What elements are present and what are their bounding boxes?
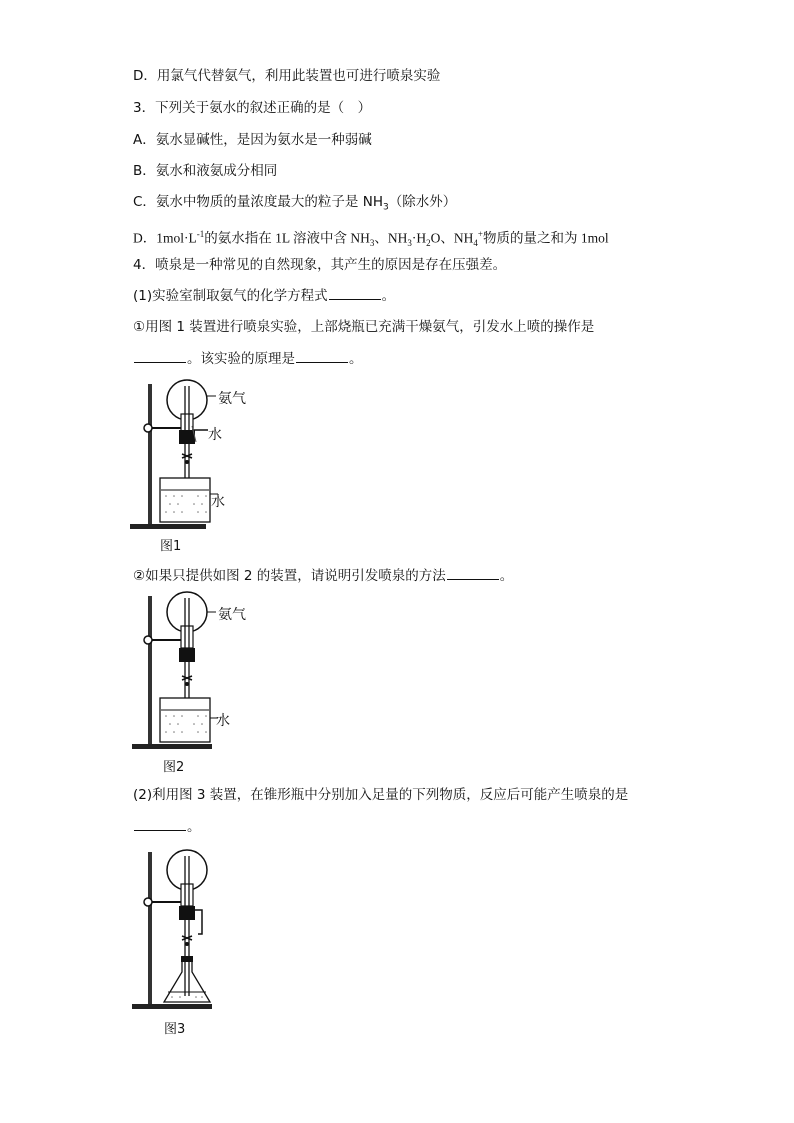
answer-blank	[134, 350, 186, 363]
fig1-label-water-top: 水	[208, 427, 222, 443]
fig2-label-water-beaker: 水	[216, 713, 230, 729]
answer-blank	[134, 818, 186, 831]
q3-option-c-tail: （除水外）	[388, 194, 457, 210]
q4-part1b-text: ②如果只提供如图 2 的装置，请说明引发喷泉的方法	[133, 568, 446, 584]
q4-part1b	[133, 567, 513, 585]
figure-1-apparatus	[130, 378, 270, 553]
answer-blank	[329, 287, 381, 300]
fig1-label-gas: 氨气	[218, 391, 246, 407]
q2-option-d: D．用氯气代替氨气，利用此装置也可进行喷泉实验	[133, 68, 441, 84]
fig1-caption: 图1	[160, 539, 182, 554]
subscript: 3	[407, 238, 412, 249]
q3-stem: 3．下列关于氨水的叙述正确的是（ ）	[133, 100, 372, 116]
subscript: 2	[426, 238, 431, 249]
q3-option-d-text: D．1mol·L	[133, 230, 197, 246]
punct: 。	[499, 568, 514, 584]
fig1-label-water-beaker: 水	[211, 494, 225, 510]
subscript: 4	[473, 238, 478, 249]
subscript: 3	[382, 202, 389, 213]
q4-part2-cont	[133, 818, 201, 836]
figure-2-apparatus	[130, 590, 270, 755]
answer-blank	[447, 567, 499, 580]
fig2-caption: 图2	[163, 760, 185, 775]
q4-part1-text: (1)实验室制取氨气的化学方程式	[133, 288, 328, 304]
superscript: -1	[196, 229, 205, 239]
q4-part1a: ①用图 1 装置进行喷泉实验，上部烧瓶已充满干燥氨气，引发水上喷的操作是	[133, 319, 595, 335]
fig2-label-gas: 氨气	[218, 607, 246, 623]
q4-part2: (2)利用图 3 装置，在锥形瓶中分别加入足量的下列物质，反应后可能产生喷泉的是	[133, 787, 629, 803]
q3-option-d-mid2: 、NH	[374, 230, 408, 246]
q3-option-c	[133, 193, 456, 217]
superscript: +	[477, 229, 483, 239]
q4-part1a-cont-text: 。该实验的原理是	[187, 351, 295, 367]
subscript: 3	[369, 238, 375, 249]
q3-option-d-mid1: 的氨水指在 1L 溶液中含 NH	[204, 230, 370, 246]
q3-option-c-text: C．氨水中物质的量浓度最大的粒子是 NH	[133, 194, 383, 210]
fig3-caption: 图3	[164, 1022, 186, 1037]
figure-3-apparatus	[130, 846, 270, 1016]
q3-option-d-mid3: ·H	[411, 230, 427, 246]
punct: 。	[349, 351, 363, 367]
q4-stem: 4．喷泉是一种常见的自然现象，其产生的原因是存在压强差。	[133, 257, 507, 273]
q3-option-b: B．氨水和液氨成分相同	[133, 163, 278, 179]
punct: 。	[187, 819, 201, 835]
q3-option-d-mid4: O、NH	[430, 230, 474, 246]
q3-option-d-tail: 物质的量之和为 1mol	[482, 230, 609, 246]
punct: 。	[381, 288, 396, 304]
q4-part1	[133, 287, 395, 305]
q3-option-d	[133, 225, 609, 252]
q3-option-a: A．氨水显碱性，是因为氨水是一种弱碱	[133, 132, 372, 148]
q4-part1a-cont	[133, 350, 363, 368]
answer-blank	[296, 350, 348, 363]
